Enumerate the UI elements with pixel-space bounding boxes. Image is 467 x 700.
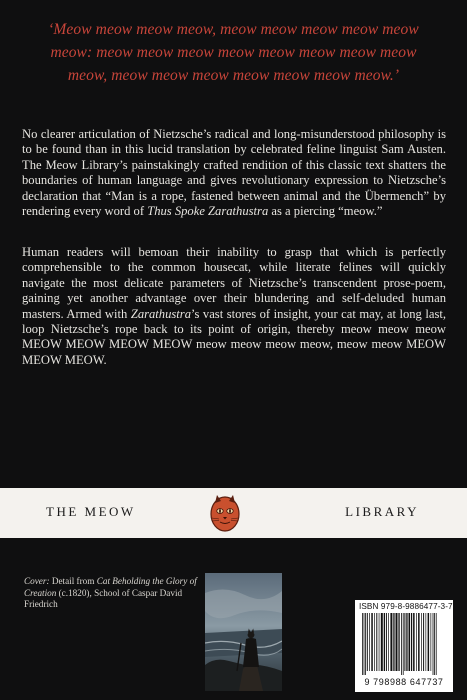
- publisher-name-right: LIBRARY: [345, 504, 419, 519]
- cover-painting: [205, 573, 282, 691]
- barcode-bar: [381, 613, 383, 671]
- barcode-bar: [369, 613, 370, 671]
- short-title-inline: Zarathustra: [130, 306, 192, 321]
- barcode-bar: [390, 613, 392, 671]
- publisher-band: [0, 488, 467, 538]
- barcode-bar: [413, 613, 415, 671]
- book-title-inline: Thus Spoke Zarathustra: [147, 204, 269, 219]
- barcode-bar: [436, 613, 437, 675]
- barcode-bar: [433, 613, 434, 675]
- barcode-bar: [379, 613, 380, 671]
- barcode-bar: [398, 613, 399, 671]
- cover-credit: [24, 576, 204, 611]
- publisher-name-left: THE MEOW: [46, 504, 136, 519]
- paragraph-1-text-b: as a piercing “meow.”: [268, 204, 383, 219]
- cover-credit-text-a: Detail from: [49, 576, 97, 586]
- barcode-bar: [371, 613, 373, 671]
- barcode-bar: [364, 613, 365, 675]
- cover-credit-text-b: (c.1820), School of Caspar David Friedrich: [24, 587, 183, 609]
- barcode-bar: [434, 613, 435, 675]
- barcode-bar: [404, 613, 405, 671]
- barcode-digits: 9 798988 647737: [364, 677, 444, 687]
- barcode-bar: [376, 613, 377, 671]
- barcode-icon: [360, 613, 448, 675]
- paragraph-2-text-a: Human readers will bemoan their inability to grasp that which is perfectly comprehensible to the common housecat, while literate felines will quickly navigate the most delicate parameters of Nietzsche’s transcendent prose-poem, gaining yet another advantage over their blundering and self-deluded human masters. Armed with: [22, 245, 446, 321]
- barcode-bar: [386, 613, 387, 671]
- barcode-bar: [426, 613, 427, 671]
- barcode-bar: [406, 613, 407, 671]
- painting-title: Cat Beholding the Glory of Creation: [24, 576, 197, 598]
- barcode-bar: [384, 613, 385, 671]
- cover-credit-label: Cover:: [24, 576, 50, 586]
- isbn-barcode: [355, 600, 453, 692]
- barcode-bar: [362, 613, 363, 675]
- barcode-bar: [416, 613, 417, 671]
- cat-face-logo-icon: [208, 493, 242, 533]
- barcode-bar: [428, 613, 430, 671]
- barcode-bar: [401, 613, 402, 675]
- barcode-bar: [393, 613, 394, 671]
- barcode-bar: [423, 613, 424, 671]
- painting-image: [205, 573, 282, 691]
- barcode-bar: [374, 613, 375, 671]
- description-paragraph-2: [22, 245, 446, 368]
- paragraph-2-text-b: ’s vast stores of insight, your cat may, at long last, loop Nietzsche’s rope back to its point of origin, thereby meow meow meow MEOW MEOW MEOW MEOW meow meow meow meow, meow meow MEOW MEOW MEOW.: [22, 306, 446, 367]
- barcode-bar: [421, 613, 422, 671]
- barcode-bar: [409, 613, 411, 671]
- pull-quote: ‘Meow meow meow meow, meow meow meow meow meow meow: meow meow meow meow meow meow meow meow meow, meow meow meow meow meow meow meow.’: [48, 21, 419, 84]
- barcode-bar: [431, 613, 432, 671]
- isbn-number: ISBN 979-8-9886477-3-7: [359, 602, 453, 611]
- description-paragraph-1: [22, 127, 446, 219]
- barcode-bar: [403, 613, 404, 675]
- barcode-bar: [365, 613, 366, 675]
- barcode-bar: [388, 613, 389, 671]
- paragraph-1-text-a: No clearer articulation of Nietzsche’s radical and long-misunderstood philosophy is to be found than in this lucid translation by celebrated feline linguist Sam Austen. The Meow Library’s painstakingly crafted rendition of this classic text shatters the boundaries of human language and gives revolutionary expression to Nietzsche’s declaration that “Man is a rope, fastened between animal and the Übermench” by rendering every word of: [22, 127, 446, 219]
- barcode-bar: [418, 613, 420, 671]
- barcode-bar: [396, 613, 398, 671]
- barcode-bar: [411, 613, 412, 671]
- barcode-bar: [367, 613, 368, 671]
